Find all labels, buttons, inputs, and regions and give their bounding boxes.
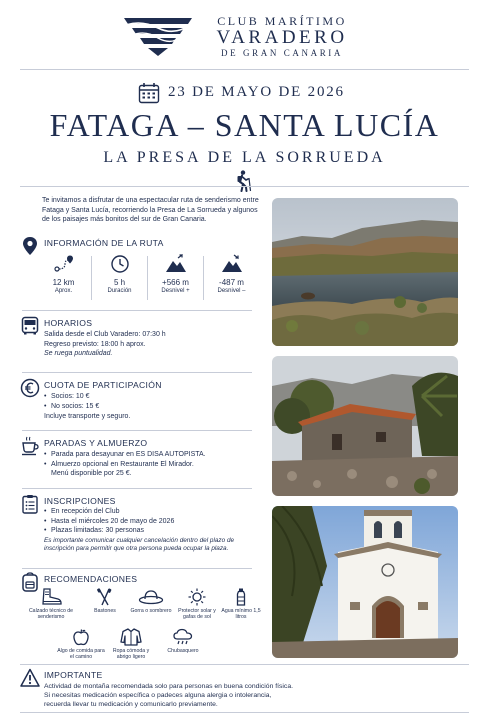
rec-label: Bastones (94, 608, 116, 614)
header (0, 0, 489, 70)
stat-elevation-gain (148, 254, 203, 302)
stops-section (20, 436, 260, 486)
page-title: FATAGA – SANTA LUCÍA (49, 107, 440, 143)
divider (22, 568, 252, 569)
page-subtitle: LA PRESA DE LA SORRUEDA (103, 149, 386, 166)
fee-note: Incluye transporte y seguro. (44, 413, 131, 420)
rec-item-boots (26, 588, 76, 620)
list-item: • Plazas limitadas: 30 personas (44, 526, 244, 536)
stat-label: Duración (107, 288, 132, 294)
stat-distance (36, 254, 91, 302)
important-line: recuerda llevar tu medicación y comunicarlo previamente. (44, 701, 218, 709)
rec-item-food (56, 628, 106, 660)
club-name-line2: VARADERO (216, 27, 348, 48)
divider (20, 69, 469, 70)
registration-title: INSCRIPCIONES (44, 496, 116, 506)
calendar-icon (138, 82, 160, 104)
boot-icon (40, 588, 62, 606)
coffee-cup-icon (20, 436, 40, 456)
bus-icon (20, 316, 40, 336)
important-title: IMPORTANTE (44, 670, 103, 680)
euro-icon (20, 378, 40, 398)
club-logo-icon (122, 16, 194, 56)
list-item: • Almuerzo opcional en Restaurante El Mirador. (44, 460, 254, 470)
divider (22, 430, 252, 431)
rec-label: Protector solar y gafas de sol (178, 608, 216, 620)
route-stats (36, 254, 258, 302)
divider (20, 664, 469, 665)
poles-icon (94, 588, 116, 606)
stat-value: 5 h (113, 278, 126, 287)
rec-item-raincoat (158, 628, 208, 654)
clock-icon (109, 254, 131, 274)
stat-value: 12 km (52, 278, 75, 287)
club-name-line3: DE GRAN CANARIA (221, 48, 343, 58)
schedule-body (44, 330, 166, 359)
sun-icon (186, 588, 208, 606)
recommendations-title: RECOMENDACIONES (44, 574, 138, 584)
clipboard-icon (20, 494, 40, 514)
club-name (202, 14, 362, 59)
warning-icon (20, 668, 40, 688)
rec-label: Agua mínimo 1,5 litros (221, 608, 261, 620)
registration-section (20, 494, 260, 566)
hat-icon (138, 588, 164, 606)
divider (22, 488, 252, 489)
location-pin-icon (20, 236, 40, 256)
rec-label: Gorra o sombrero (130, 608, 172, 614)
rec-label: Chubasquero (167, 648, 199, 654)
stone-house-photo (272, 356, 458, 496)
bottle-icon (230, 588, 252, 606)
divider (20, 186, 469, 187)
fee-title: CUOTA DE PARTICIPACIÓN (44, 380, 162, 390)
hiker-icon (234, 170, 254, 192)
registration-body (44, 507, 244, 553)
route-icon (53, 254, 75, 274)
church-photo (272, 506, 458, 658)
intro-text: Te invitamos a disfrutar de una espectacular ruta de senderismo entre Fataga y Santa Lucía, recorriendo la Presa de La Sorrueda y algunos de los paisajes más bonitos del sur de Gran Canaria. (42, 197, 259, 224)
stat-label: Desnivel + (161, 288, 190, 294)
stat-elevation-loss (204, 254, 259, 302)
return-text: Regreso previsto: 18:00 h aprox. (44, 340, 146, 348)
event-date: 23 DE MAYO DE 2026 (168, 84, 345, 100)
fee-section (20, 378, 260, 428)
route-info-title: INFORMACIÓN DE LA RUTA (44, 238, 164, 248)
stat-value: -487 m (219, 278, 244, 287)
rec-label: Algo de comida para el camino (57, 648, 105, 660)
important-body (44, 682, 444, 710)
important-line: Actividad de montaña recomendada solo para personas en buena condición física. (44, 683, 294, 690)
mountain-down-icon (221, 254, 243, 274)
departure-text: Salida desde el Club Varadero: 07:30 h (44, 331, 166, 338)
rec-item-hat (126, 588, 176, 614)
club-name-line1: CLUB MARÍTIMO (217, 14, 347, 28)
important-line: Si necesitas medicación específica o padeces alguna alergia o intolerancia, (44, 692, 272, 700)
stops-title: PARADAS Y ALMUERZO (44, 438, 148, 448)
rain-icon (172, 628, 194, 646)
fee-body (44, 392, 130, 422)
rec-item-clothes (106, 628, 156, 660)
list-item: • Parada para desayunar en ES DISA AUTOPISTA. (44, 450, 254, 460)
stat-label: Desnivel – (217, 288, 246, 294)
stat-label: Aprox. (54, 288, 73, 294)
menu-price-text: Menú disponible por 25 €. (51, 470, 132, 477)
list-item: • Socios: 10 € (44, 392, 130, 402)
rec-item-sun (172, 588, 222, 620)
cancellation-note: Es importante comunicar cualquier cancelación dentro del plazo de inscripción para permitir que otra persona pueda ocupar la plaza. (44, 536, 235, 552)
list-item: • No socios: 15 € (44, 402, 130, 412)
stat-duration (92, 254, 147, 302)
divider (20, 712, 469, 713)
divider (22, 310, 252, 311)
rec-label: Calzado técnico de senderismo (28, 608, 74, 620)
reservoir-photo (272, 198, 458, 346)
apple-icon (70, 628, 92, 646)
schedule-section (20, 316, 260, 372)
rec-item-water (216, 588, 266, 620)
divider (22, 372, 252, 373)
schedule-title: HORARIOS (44, 318, 93, 328)
list-item: • En recepción del Club (44, 507, 244, 517)
stat-value: +566 m (162, 278, 189, 287)
jacket-icon (120, 628, 142, 646)
rec-label: Ropa cómoda y abrigo ligero (112, 648, 150, 660)
list-item: • Hasta el miércoles 20 de mayo de 2026 (44, 517, 244, 527)
rec-item-poles (80, 588, 130, 614)
mountain-up-icon (165, 254, 187, 274)
stops-body (44, 450, 254, 479)
punctuality-note: Se ruega puntualidad. (44, 350, 113, 357)
